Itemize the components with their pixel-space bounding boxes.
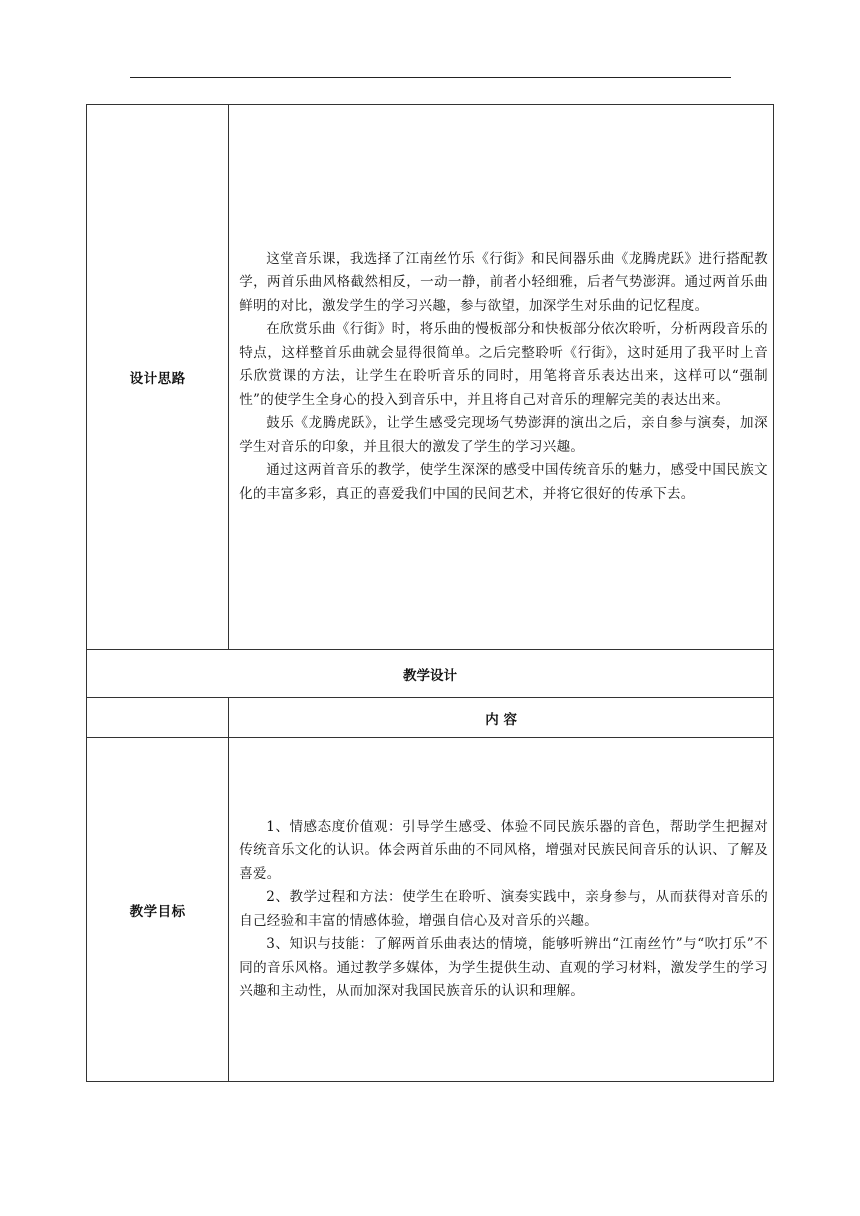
teaching-goal-item: 3、知识与技能：了解两首乐曲表达的情境，能够听辨出“江南丝竹”与“吹打乐”不同的音乐风格。通过教学多媒体，为学生提供生动、直观的学习材料，激发学生的学习兴趣和主动性，从而加深对我国民族音乐的认识和理解。 — [239, 936, 768, 999]
teaching-goals-content — [229, 738, 774, 1082]
design-thinking-paragraph: 通过这两首音乐的教学，使学生深深的感受中国传统音乐的魅力，感受中国民族文化的丰富多彩，真正的喜爱我们中国的民间艺术，并将它很好的传承下去。 — [239, 462, 768, 502]
design-thinking-paragraph: 在欣赏乐曲《行街》时，将乐曲的慢板部分和快板部分依次聆听，分析两段音乐的特点，这样整首乐曲就会显得很简单。之后完整聆听《行街》，这时延用了我平时上音乐欣赏课的方法，让学生在聆听音乐的同时，用笔将音乐表达出来，这样可以“强制性”的使学生全身心的投入到音乐中，并且将自己对音乐的理解完美的表达出来。 — [239, 321, 768, 408]
design-thinking-paragraph: 鼓乐《龙腾虎跃》，让学生感受完现场气势澎湃的演出之后，亲自参与演奏，加深学生对音乐的印象，并且很大的激发了学生的学习兴趣。 — [239, 415, 768, 455]
teaching-goal-item: 1、情感态度价值观：引导学生感受、体验不同民族乐器的音色，帮助学生把握对传统音乐文化的认识。体会两首乐曲的不同风格，增强对民族民间音乐的认识、了解及喜爱。 — [239, 818, 768, 882]
design-thinking-label: 设计思路 — [87, 105, 229, 650]
content-header: 内 容 — [229, 698, 774, 738]
lesson-plan-table — [86, 104, 774, 1082]
section-title-row — [87, 650, 774, 698]
teaching-goal-item: 2、教学过程和方法：使学生在聆听、演奏实践中，亲身参与，从而获得对音乐的自己经验和丰富的情感体验，增强自信心及对音乐的兴趣。 — [239, 889, 768, 929]
empty-label-cell — [87, 698, 229, 738]
section-title: 教学设计 — [87, 650, 774, 698]
design-thinking-content — [229, 105, 774, 650]
content-header-row — [87, 698, 774, 738]
teaching-goals-label: 教学目标 — [87, 738, 229, 1082]
header-rule — [130, 77, 731, 78]
design-thinking-row — [87, 105, 774, 650]
design-thinking-paragraph: 这堂音乐课，我选择了江南丝竹乐《行街》和民间器乐曲《龙腾虎跃》进行搭配教学，两首乐曲风格截然相反，一动一静，前者小轻细雅，后者气势澎湃。通过两首乐曲鲜明的对比，激发学生的学习兴趣，参与欲望，加深学生对乐曲的记忆程度。 — [239, 250, 768, 314]
teaching-goals-row — [87, 738, 774, 1082]
